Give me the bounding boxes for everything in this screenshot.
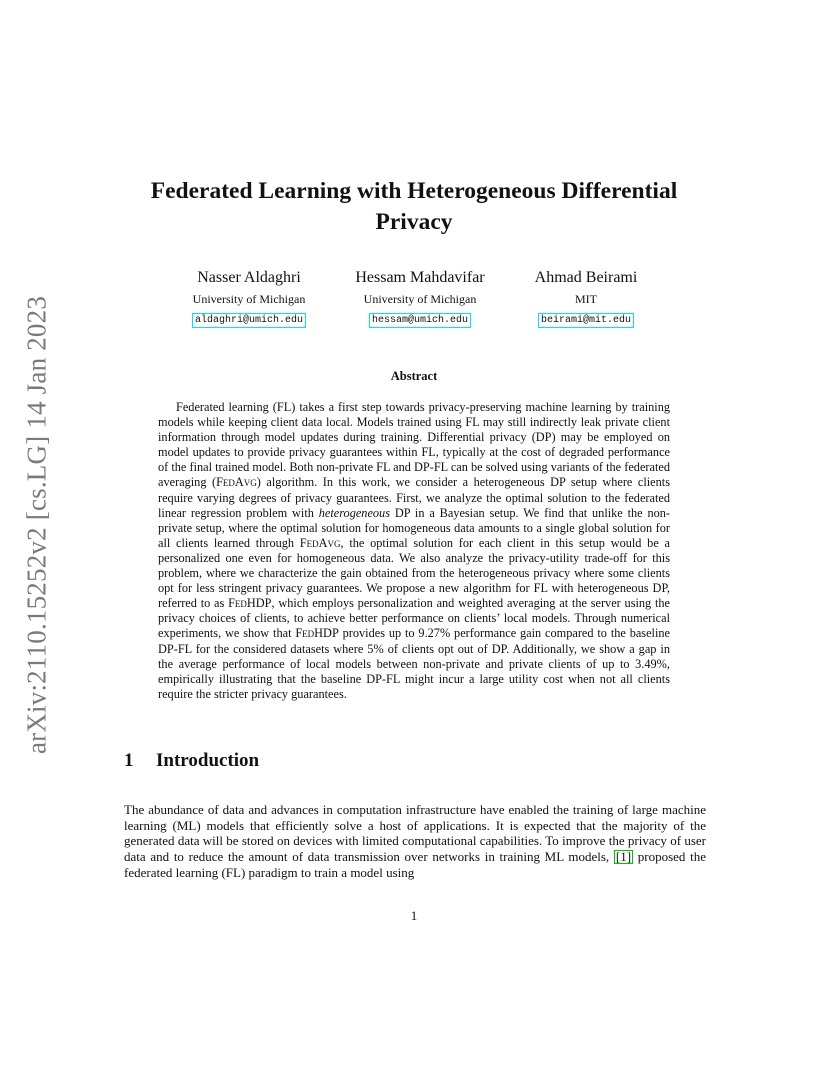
author-affiliation: University of Michigan [363,292,477,306]
fedavg-term: FedAvg [299,535,341,550]
section-number: 1 [124,750,134,771]
author-name: Nasser Aldaghri [197,269,301,286]
citation-link[interactable]: [1] [615,849,632,865]
section-title: Introduction [156,750,260,771]
author-email-link[interactable]: beirami@mit.edu [538,313,634,328]
fedavg-term: FedAvg [216,475,257,490]
abstract-body [158,400,670,702]
emphasis-heterogeneous: heterogeneous [318,505,390,520]
abstract-text: , which employs personalization and weighted averaging at the server using the privacy choices of clients, to achieve better performance on clients’ local models. Through numerical experiments, we show that [158,596,670,641]
page-number: 1 [410,908,418,923]
paper-title: Federated Learning with Heterogeneous Differential Privacy [150,178,678,235]
author-name: Ahmad Beirami [534,269,638,286]
abstract-text: ) algorithm. In this work, we consider a heterogeneous DP setup where clients require varying degrees of privacy guarantees. First, we analyze the optimal solution to the federated linear regression problem with [158,475,670,520]
introduction-paragraph [124,802,706,881]
author-affiliation: MIT [575,292,597,306]
intro-text: The abundance of data and advances in computation infrastructure have enabled the training of large machine learning (ML) models that efficiently solve a host of applications. It is expected that the majority of the generated data will be stored on devices with limited computational capabilities. To improve the privacy of user data and to reduce the amount of data transmission over networks in training ML models, [124,802,706,865]
author-name: Hessam Mahdavifar [355,269,485,286]
author-block [496,268,676,328]
abstract-text: Federated learning (FL) takes a first step towards privacy-preserving machine learning by training models while keeping client data local. Models trained using FL may still indirectly leak private client information through model updates during training. Differential privacy (DP) may be employed on model updates to provide privacy guarantees within FL, typically at the cost of degraded performance of the final trained model. Both non-private FL and DP-FL can be solved using variants of the federated averaging ( [158,400,670,490]
author-email-link[interactable]: hessam@umich.edu [369,313,471,328]
arxiv-identifier-text: arXiv:2110.15252v2 [cs.LG] 14 Jan 2023 [21,295,52,755]
abstract-heading: Abstract [390,369,438,383]
author-email-link[interactable]: aldaghri@umich.edu [192,313,306,328]
section-heading [124,750,259,772]
author-affiliation: University of Michigan [192,292,306,306]
abstract-text: DP in a Bayesian setup. We find that unlike the non-private setup, where the optimal solution for homogeneous data amounts to a single global solution for all clients learned through [158,505,670,550]
intro-text: proposed the federated learning (FL) paradigm to train a model using [124,849,706,880]
abstract-text: , the optimal solution for each client in this setup would be a personalized one even for homogeneous data. We also analyze the privacy-utility trade-off for this problem, where we characterize the gain obtained from the heterogeneous privacy where some clients opt for less stringent privacy guarantees. We propose a new algorithm for FL with heterogeneous DP, referred to as [158,535,670,611]
fedhdp-term: FedHDP [228,596,272,611]
abstract-text: provides up to 9.27% performance gain compared to the baseline DP-FL for the considered datasets where 5% of clients opt out of DP. Additionally, we show a gap in the average performance of local models between non-private and private clients of up to 3.49%, empirically illustrating that the baseline DP-FL might incur a large utility cost when not all clients require the stricter privacy guarantees. [158,626,670,701]
fedhdp-term: FedHDP [295,626,339,641]
author-block [330,268,510,328]
author-block [159,268,339,328]
